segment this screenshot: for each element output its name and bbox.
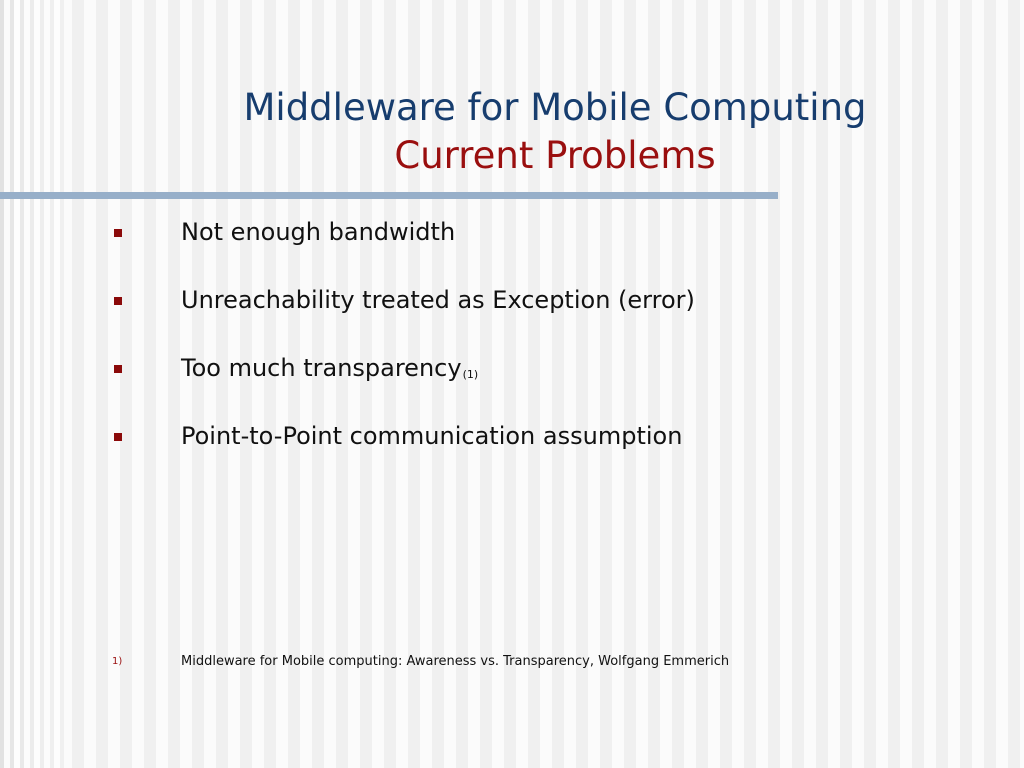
bullet-text	[181, 421, 682, 451]
square-bullet-icon	[114, 433, 122, 441]
title-divider	[0, 192, 778, 199]
bullet-label: Unreachability treated as Exception (error)	[181, 286, 695, 314]
footnote-reference: (1)	[462, 368, 479, 381]
slide-title	[180, 84, 930, 180]
bullet-label: Too much transparency	[181, 354, 462, 382]
bullet-item	[0, 281, 1024, 349]
footnote-text: Middleware for Mobile computing: Awareness vs. Transparency, Wolfgang Emmerich	[181, 654, 730, 669]
title-subtitle: Current Problems	[394, 134, 716, 177]
bullet-list	[0, 213, 1024, 485]
bullet-text	[181, 217, 455, 247]
bullet-item	[0, 213, 1024, 281]
footnote-marker: 1)	[112, 656, 123, 667]
bullet-text	[181, 353, 478, 390]
title-main: Middleware for Mobile Computing	[243, 86, 867, 129]
square-bullet-icon	[114, 365, 122, 373]
bullet-text	[181, 285, 695, 315]
bullet-item	[0, 349, 1024, 417]
bullet-label: Point-to-Point communication assumption	[181, 422, 683, 450]
square-bullet-icon	[114, 229, 122, 237]
bullet-item	[0, 417, 1024, 485]
square-bullet-icon	[114, 297, 122, 305]
bullet-label: Not enough bandwidth	[181, 218, 456, 246]
